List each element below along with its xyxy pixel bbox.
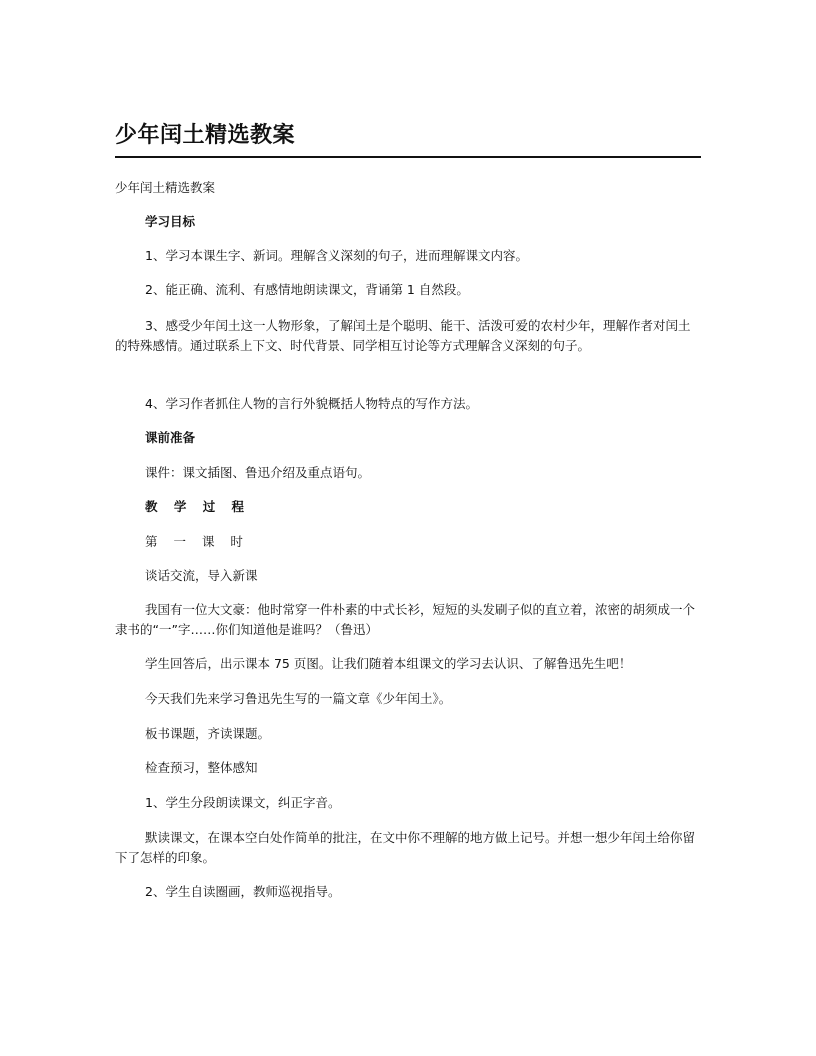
check-paragraph: 1、学生分段朗读课文，纠正字音。 <box>145 795 341 810</box>
objective-item: 1、学习本课生字、新词。理解含义深刻的句子，进而理解课文内容。 <box>145 248 528 263</box>
check-paragraph: 2、学生自读圈画，教师巡视指导。 <box>145 884 341 899</box>
intro-heading: 谈话交流，导入新课 <box>145 568 258 583</box>
intro-paragraph: 板书课题，齐读课题。 <box>145 726 271 741</box>
objective-item: 3、感受少年闰土这一人物形象，了解闰土是个聪明、能干、活泼可爱的农村少年，理解作者对闰土的特殊感情。通过联系上下文、时代背景、同学相互讨论等方式理解含义深刻的句子。 <box>115 318 691 353</box>
objective-item: 4、学习作者抓住人物的言行外貌概括人物特点的写作方法。 <box>145 396 478 411</box>
document-title: 少年闰土精选教案 <box>115 123 296 148</box>
intro-paragraph: 今天我们先来学习鲁迅先生写的一篇文章《少年闰土》。 <box>145 691 452 706</box>
intro-paragraph: 我国有一位大文豪：他时常穿一件朴素的中式长衫，短短的头发刷子似的直立着，浓密的胡须成一个隶书的“一”字……你们知道他是谁吗？（鲁迅） <box>115 602 696 637</box>
title-divider <box>115 156 701 158</box>
document-subtitle: 少年闰土精选教案 <box>115 180 216 195</box>
intro-paragraph: 学生回答后，出示课本 75 页图。让我们随着本组课文的学习去认识、了解鲁迅先生吧！ <box>145 656 632 671</box>
document-page <box>115 118 701 899</box>
objective-item: 2、能正确、流利、有感情地朗读课文，背诵第 1 自然段。 <box>145 282 469 297</box>
objectives-heading: 学习目标 <box>145 214 196 229</box>
check-paragraph: 默读课文，在课本空白处作简单的批注，在文中你不理解的地方做上记号。并想一想少年闰土给你留下了怎样的印象。 <box>115 830 696 865</box>
prep-text: 课件：课文插图、鲁迅介绍及重点语句。 <box>145 465 371 480</box>
process-heading: 教 学 过 程 <box>145 499 251 514</box>
lesson-heading: 第 一 课 时 <box>145 534 249 549</box>
check-heading: 检查预习，整体感知 <box>145 760 258 775</box>
prep-heading: 课前准备 <box>145 430 196 445</box>
